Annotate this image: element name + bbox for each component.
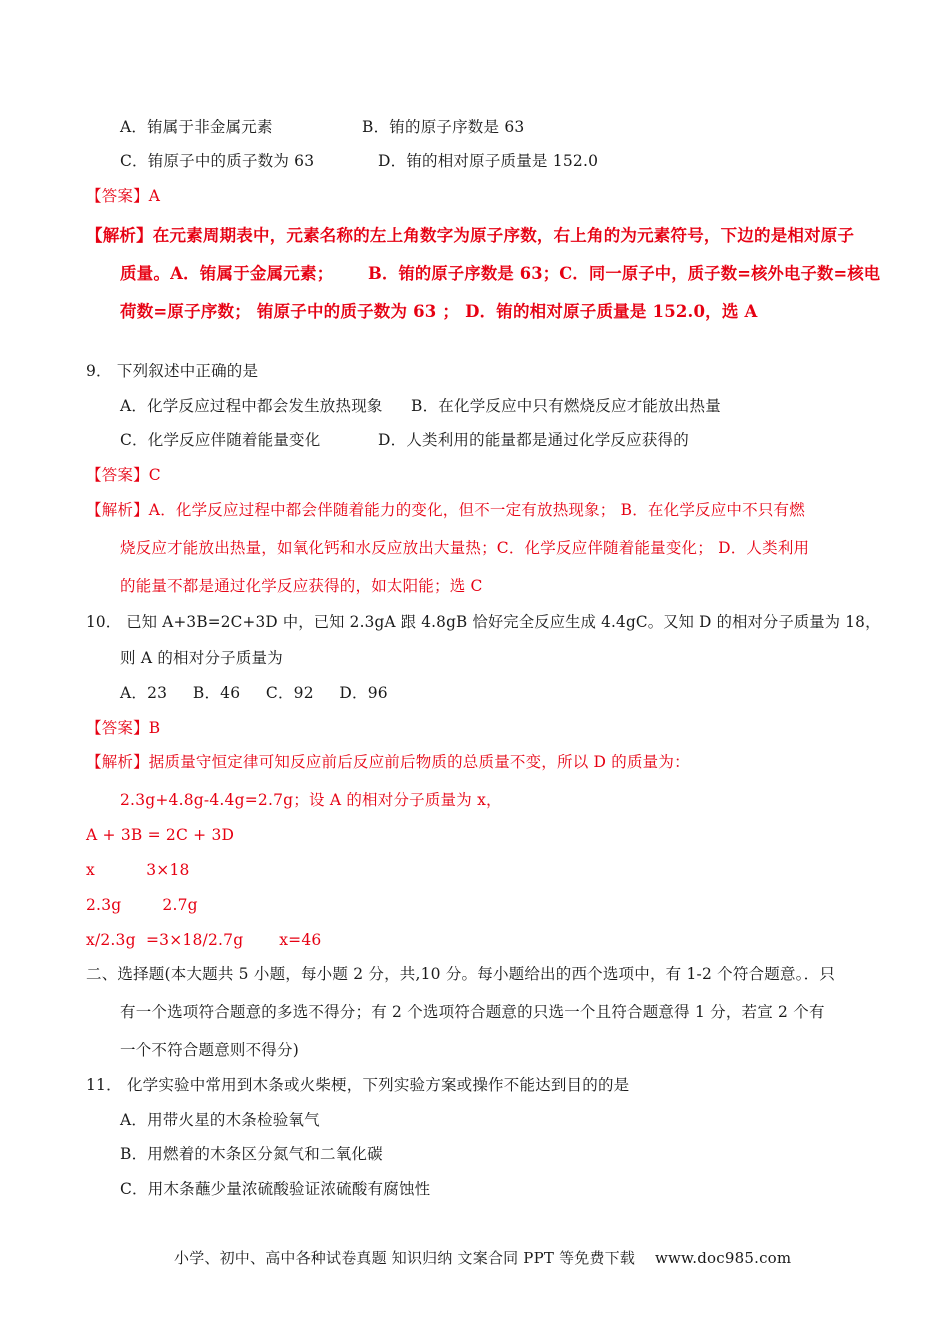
q11-option-c: C．用木条蘸少量浓硫酸验证浓硫酸有腐蚀性: [120, 1180, 431, 1198]
q10-options: A．23 B．46 C．92 D．96: [120, 684, 388, 702]
q10-equation-row-1: x 3×18: [86, 861, 190, 879]
q10-analysis-line-1: 【解析】据质量守恒定律可知反应前后反应前后物质的总质量不变，所以 D 的质量为：: [86, 753, 690, 771]
q8-option-d: D．铕的相对原子质量是 152.0: [378, 152, 599, 170]
q9-analysis-line-1: 【解析】A．化学反应过程中都会伴随着能力的变化，但不一定有放热现象； B．在化学反应中不只有燃: [86, 501, 805, 519]
q10-equation-row-2: 2.3g 2.7g: [86, 896, 198, 914]
q11-stem: 11． 化学实验中常用到木条或火柴梗，下列实验方案或操作不能达到目的的是: [86, 1076, 630, 1094]
section2-line-1: 二、选择题(本大题共 5 小题，每小题 2 分，共,10 分。每小题给出的西个选项中，有 1-2 个符合题意。．只: [86, 965, 836, 983]
q8-option-a: A．铕属于非金属元素: [120, 118, 273, 136]
q9-option-d: D．人类利用的能量都是通过化学反应获得的: [378, 431, 689, 449]
q10-stem-line-2: 则 A 的相对分子质量为: [120, 649, 283, 667]
q11-option-a: A．用带火星的木条检验氧气: [120, 1111, 320, 1129]
q8-option-c: C．铕原子中的质子数为 63: [120, 152, 315, 170]
q9-option-c: C．化学反应伴随着能量变化: [120, 431, 321, 449]
q8-analysis-line-2b: B．铕的原子序数是 63；C．同一原子中，质子数=核外电子数=核电: [368, 264, 881, 283]
q11-option-b: B．用燃着的木条区分氮气和二氧化碳: [120, 1145, 383, 1163]
q8-analysis-line-3: 荷数=原子序数； 铕原子中的质子数为 63 ； D．铕的相对原子质量是 152.0，选 A: [120, 302, 758, 321]
q9-answer: 【答案】C: [86, 466, 161, 484]
q10-answer: 【答案】B: [86, 719, 161, 737]
q9-option-a: A．化学反应过程中都会发生放热现象: [120, 397, 383, 415]
section2-line-2: 有一个选项符合题意的多选不得分；有 2 个选项符合题意的只选一个且符合题意得 1 分，若宣 2 个有: [120, 1003, 825, 1021]
page-footer: 小学、初中、高中各种试卷真题 知识归纳 文案合同 PPT 等免费下载 www.doc985.com: [174, 1249, 792, 1267]
section2-line-3: 一个不符合题意则不得分): [120, 1041, 299, 1059]
q8-analysis-line-2a: 质量。A．铕属于金属元素；: [120, 264, 334, 283]
q10-stem-line-1: 10． 已知 A+3B=2C+3D 中，已知 2.3gA 跟 4.8gB 恰好完全反应生成 4.4gC。又知 D 的相对分子质量为 18，: [86, 613, 881, 631]
q9-stem: 9． 下列叙述中正确的是: [86, 362, 259, 380]
q8-option-b: B．铕的原子序数是 63: [362, 118, 525, 136]
q9-analysis-line-2: 烧反应才能放出热量，如氧化钙和水反应放出大量热；C．化学反应伴随着能量变化； D．人类利用: [120, 539, 810, 557]
q8-analysis-line-1: 【解析】在元素周期表中，元素名称的左上角数字为原子序数，右上角的为元素符号，下边的是相对原子: [86, 226, 855, 245]
q10-equation: A + 3B = 2C + 3D: [86, 826, 235, 844]
q10-analysis-line-2: 2.3g+4.8g-4.4g=2.7g；设 A 的相对分子质量为 x，: [120, 791, 502, 809]
q10-proportion: x/2.3g =3×18/2.7g x=46: [86, 931, 322, 949]
q9-option-b: B．在化学反应中只有燃烧反应才能放出热量: [411, 397, 721, 415]
q8-answer: 【答案】A: [86, 187, 161, 205]
q9-analysis-line-3: 的能量不都是通过化学反应获得的，如太阳能；选 C: [120, 577, 483, 595]
